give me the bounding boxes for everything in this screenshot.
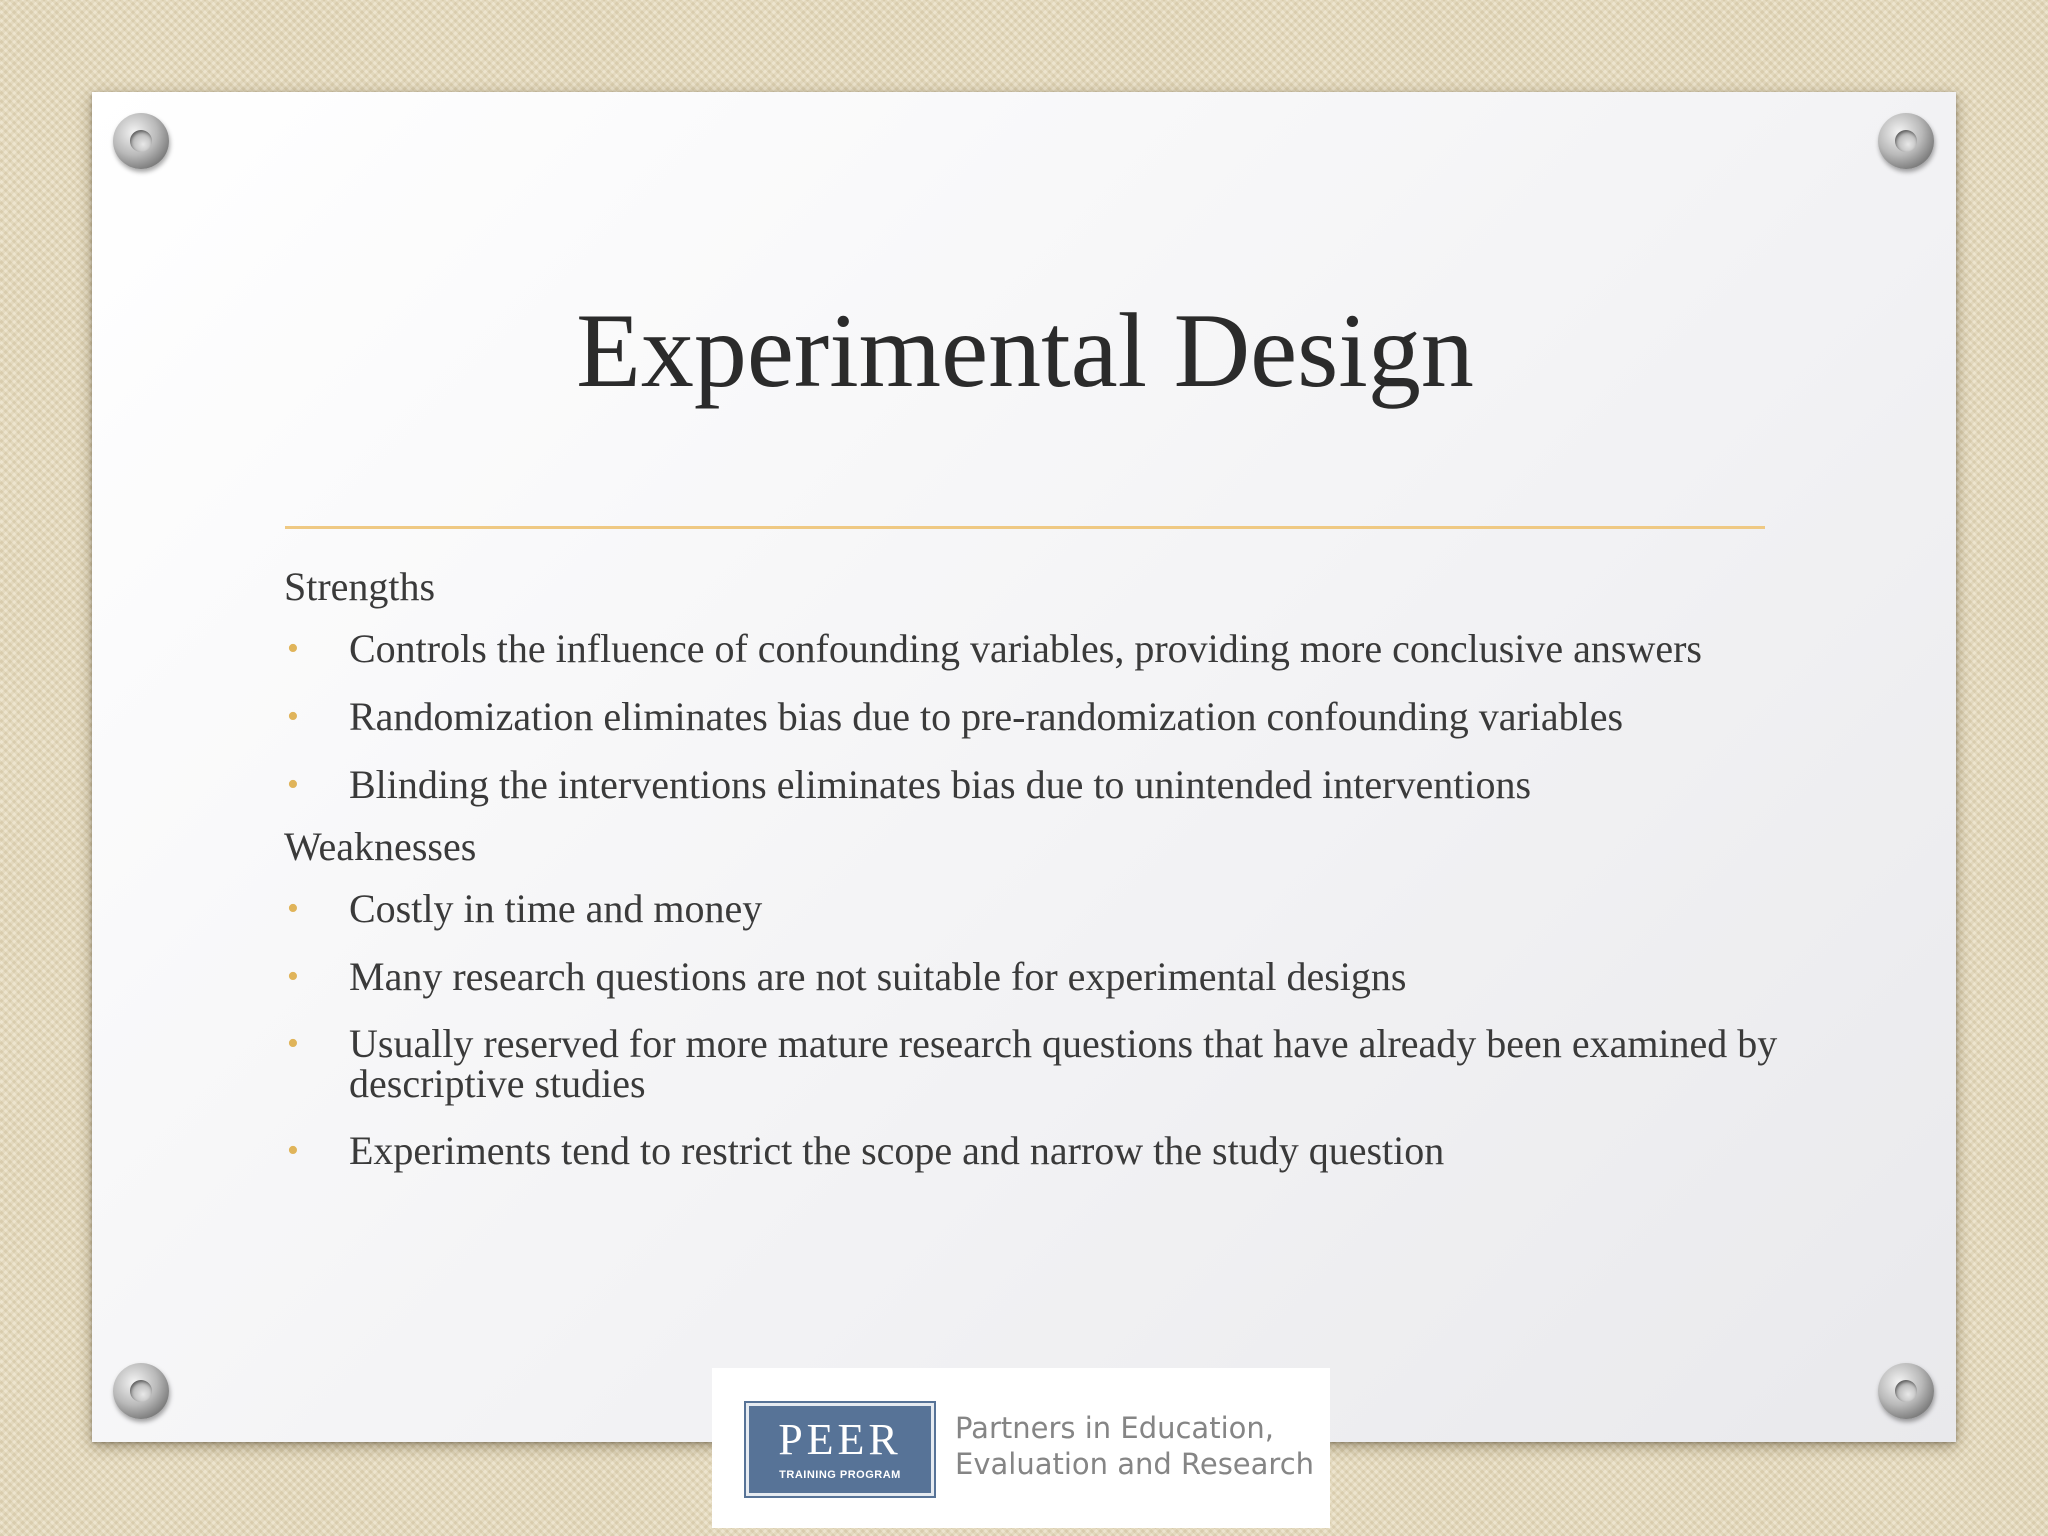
section-heading-strengths: Strengths xyxy=(284,564,436,609)
grommet-icon xyxy=(1878,1363,1934,1419)
grommet-icon xyxy=(113,113,169,169)
bullet-item xyxy=(284,628,1784,670)
grommet-icon xyxy=(1878,113,1934,169)
bullet-icon: • xyxy=(287,890,299,927)
title-divider xyxy=(285,526,1765,529)
logo-badge xyxy=(746,1403,934,1496)
logo-subtitle: TRAINING PROGRAM xyxy=(779,1469,901,1481)
slide-title: Experimental Design xyxy=(576,292,1474,409)
bullet-icon: • xyxy=(287,766,299,803)
bullet-text: Costly in time and money xyxy=(349,886,763,931)
bullet-item xyxy=(284,696,1784,738)
bullet-icon: • xyxy=(287,1025,299,1062)
grommet-icon xyxy=(113,1363,169,1419)
logo-tagline-line1: Partners in Education, xyxy=(955,1411,1274,1445)
bullet-item xyxy=(284,888,1784,930)
bullet-icon: • xyxy=(287,958,299,995)
slide-body xyxy=(284,560,1784,1198)
bullet-text: Controls the influence of confounding variables, providing more conclusive answers xyxy=(349,626,1702,671)
section-heading-weaknesses: Weaknesses xyxy=(284,824,477,869)
bullet-text: Blinding the interventions eliminates bias due to unintended interventions xyxy=(349,762,1532,807)
bullet-text: Randomization eliminates bias due to pre-randomization confounding variables xyxy=(349,694,1624,739)
bullet-text: Many research questions are not suitable for experimental designs xyxy=(349,954,1407,999)
bullet-item xyxy=(284,1021,1784,1106)
bullet-item xyxy=(284,764,1784,806)
bullet-icon: • xyxy=(287,698,299,735)
bullet-icon: • xyxy=(287,1132,299,1169)
bullet-text: Usually reserved for more mature research questions that have already been examined by descriptive studies xyxy=(349,1021,1778,1106)
bullet-icon: • xyxy=(287,630,299,667)
peer-logo xyxy=(712,1368,1330,1528)
bullet-item xyxy=(284,956,1784,998)
bullet-item xyxy=(284,1130,1784,1172)
logo-wordmark: PEER xyxy=(778,1415,902,1464)
logo-tagline-line2: Evaluation and Research xyxy=(955,1447,1315,1481)
bullet-text: Experiments tend to restrict the scope and narrow the study question xyxy=(349,1128,1445,1173)
logo-tagline xyxy=(955,1410,1314,1482)
